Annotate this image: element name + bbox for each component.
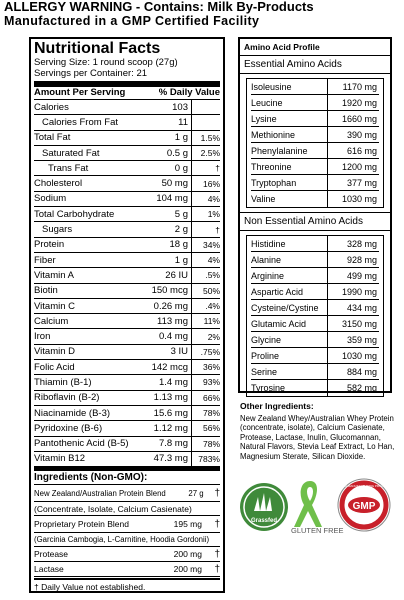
- gmp-label: GMP: [352, 501, 376, 512]
- nutrient-row: [34, 284, 220, 299]
- nutrient-daily-value: 2.5%: [200, 148, 220, 159]
- amino-acid-name: Isoleusine: [251, 81, 292, 92]
- amino-acid-name: Proline: [251, 350, 280, 361]
- nutrient-daily-value: .75%: [200, 346, 220, 357]
- amino-acid-panel: [238, 37, 392, 393]
- amino-acid-row: [251, 159, 379, 175]
- nutrition-facts-panel: [29, 37, 225, 593]
- nutrient-amount: 1 g: [144, 131, 192, 145]
- amino-acid-row: [251, 236, 379, 252]
- nutrient-row: [34, 192, 220, 207]
- nutrient-row: [34, 437, 220, 452]
- ingredients-title: Ingredients (Non-GMO):: [34, 471, 220, 485]
- nutrient-amount: 0.5 g: [144, 146, 192, 160]
- amino-acid-amount: 3150 mg: [327, 316, 379, 331]
- amino-acid-name: Phenylalanine: [251, 145, 308, 156]
- gmp-seal-icon: [338, 479, 390, 531]
- amino-acid-row: [251, 300, 379, 316]
- nutrient-name: Pantothenic Acid (B-5): [34, 438, 129, 450]
- servings-per-container: Servings per Container: 21: [34, 68, 148, 79]
- nutrient-row: [34, 391, 220, 406]
- nutrient-amount: 2 g: [144, 222, 192, 236]
- amino-acid-name: Leucine: [251, 97, 283, 108]
- nutrient-name: Calcium: [34, 315, 69, 327]
- nutrient-amount: 7.8 mg: [144, 437, 192, 451]
- amino-acid-amount: 390 mg: [327, 127, 379, 142]
- amino-acid-amount: 499 mg: [327, 268, 379, 283]
- nutrient-name: Protein: [34, 239, 65, 251]
- nutrient-name: Calories From Fat: [42, 116, 119, 128]
- amino-acid-name: Arginine: [251, 270, 285, 281]
- nutrient-row: [34, 314, 220, 329]
- nutrition-rows: [34, 100, 220, 467]
- nutrient-amount: 5 g: [144, 207, 192, 221]
- nonessential-list: [246, 235, 384, 397]
- nutrient-row: [34, 100, 220, 115]
- amino-acid-amount: 1920 mg: [327, 95, 379, 110]
- nutrient-name: Vitamin D: [34, 346, 76, 358]
- nutrient-daily-value: .4%: [205, 301, 220, 311]
- nutrient-amount: 113 mg: [144, 314, 192, 328]
- ingredient-row: [34, 516, 220, 533]
- nutrient-row: [34, 299, 220, 314]
- nutrient-row: [34, 421, 220, 436]
- nutrient-daily-value: 36%: [202, 362, 220, 373]
- nutrient-name: Calories: [34, 101, 69, 113]
- nutrient-name: Riboflavin (B-2): [34, 392, 100, 404]
- nutrient-name: Total Carbohydrate: [34, 208, 115, 220]
- amino-acid-amount: 1990 mg: [327, 284, 379, 299]
- grassfed-logo-icon: [240, 483, 288, 531]
- nutrient-row: [34, 115, 220, 130]
- nutrient-row: [34, 406, 220, 421]
- amino-acid-row: [251, 332, 379, 348]
- nutrient-amount: 0 g: [144, 161, 192, 175]
- amino-acid-name: Cysteine/Cystine: [251, 302, 319, 313]
- nutrient-name: Biotin: [34, 285, 58, 297]
- nutrient-name: Vitamin B12: [34, 453, 86, 465]
- nutrient-row: [34, 176, 220, 191]
- ingredient-dagger: †: [214, 518, 220, 530]
- amino-acid-name: Threonine: [251, 161, 292, 172]
- nutrient-daily-value: 50%: [202, 285, 220, 296]
- nutrient-amount: 47.3 mg: [144, 452, 192, 466]
- nutrient-daily-value: 11%: [203, 316, 220, 327]
- nutrient-amount: 0.4 mg: [144, 329, 192, 343]
- amino-acid-amount: 1200 mg: [327, 159, 379, 174]
- nutrient-name: Niacinamide (B-3): [34, 407, 111, 419]
- nutrient-daily-value: 93%: [202, 377, 220, 388]
- nutrition-header: [34, 87, 220, 100]
- nutrient-amount: 1.13 mg: [144, 391, 192, 405]
- essential-list: [246, 78, 384, 208]
- amino-acid-name: Glutamic Acid: [251, 318, 307, 329]
- nutrient-amount: 11: [144, 115, 192, 129]
- nutrient-row: [34, 268, 220, 283]
- amino-acid-name: Methionine: [251, 129, 296, 140]
- nutrient-amount: 150 mcg: [144, 284, 192, 298]
- nutrition-title: Nutritional Facts: [34, 40, 161, 57]
- ingredient-dagger: †: [214, 563, 220, 575]
- nutrient-name: Trans Fat: [48, 162, 89, 174]
- nutrient-name: Folic Acid: [34, 361, 75, 373]
- nutrient-amount: 1 g: [144, 253, 192, 267]
- nutrient-amount: 15.6 mg: [144, 406, 192, 420]
- nutrient-name: Total Fat: [34, 132, 71, 144]
- ingredient-amount: 200 mg: [173, 549, 202, 560]
- daily-value-label: % Daily Value: [158, 87, 220, 98]
- nutrient-row: [34, 345, 220, 360]
- gluten-free-label: GLUTEN FREE: [291, 526, 344, 535]
- ingredient-amount: 200 mg: [173, 564, 202, 575]
- other-ingredients: [240, 402, 396, 462]
- amino-acid-name: Glycine: [251, 334, 282, 345]
- nutrient-name: Thiamin (B-1): [34, 376, 92, 388]
- amino-acid-amount: 434 mg: [327, 300, 379, 315]
- nutrient-amount: 26 IU: [144, 268, 192, 282]
- amino-acid-row: [251, 284, 379, 300]
- nutrient-row: [34, 131, 220, 146]
- nutrient-daily-value: 2%: [207, 331, 220, 342]
- amino-acid-name: Tyrosine: [251, 383, 286, 393]
- nutrient-name: Fiber: [34, 254, 56, 266]
- nutrient-daily-value: 4%: [207, 193, 220, 204]
- gluten-free-ribbon-icon: [294, 481, 322, 527]
- nutrient-name: Pyridoxine (B-6): [34, 422, 103, 434]
- amino-acid-row: [251, 268, 379, 284]
- ingredient-amount: 27 g: [188, 488, 204, 498]
- nutrient-amount: 3 IU: [144, 345, 192, 359]
- nutrient-amount: 104 mg: [144, 192, 192, 206]
- nutrient-name: Vitamin A: [34, 269, 74, 281]
- nutrient-row: [34, 161, 220, 176]
- nutrient-name: Cholesterol: [34, 178, 83, 190]
- nutrient-amount: 50 mg: [144, 176, 192, 190]
- nutrient-amount: 1.12 mg: [144, 421, 192, 435]
- amino-acid-amount: 1170 mg: [327, 79, 379, 94]
- grassfed-label: Grassfed: [250, 518, 278, 524]
- nutrient-row: [34, 329, 220, 344]
- nutrient-daily-value: 56%: [202, 423, 220, 434]
- amino-acid-amount: 359 mg: [327, 332, 379, 347]
- amino-acid-amount: 884 mg: [327, 364, 379, 379]
- ingredient-name: Proprietary Protein Blend: [34, 519, 129, 530]
- nutrient-row: [34, 360, 220, 375]
- amino-acid-name: Alanine: [251, 254, 282, 265]
- nutrient-daily-value: 78%: [202, 438, 220, 449]
- amino-acid-amount: 582 mg: [327, 380, 379, 396]
- nutrient-name: Saturated Fat: [42, 147, 100, 159]
- nutrient-name: Vitamin C: [34, 300, 76, 312]
- allergy-line: ALLERGY WARNING - Contains: Milk By-Products: [4, 0, 314, 14]
- footnote: † Daily Value not established.: [34, 578, 220, 593]
- nutrient-name: Sodium: [34, 193, 67, 205]
- amino-acid-name: Lysine: [251, 113, 277, 124]
- amino-acid-amount: 377 mg: [327, 175, 379, 190]
- nutrient-name: Sugars: [42, 224, 73, 236]
- amino-acid-row: [251, 316, 379, 332]
- nutrient-daily-value: †: [215, 163, 220, 174]
- amino-acid-row: [251, 364, 379, 380]
- ingredient-name: Lactase: [34, 564, 64, 575]
- nutrient-daily-value: 78%: [202, 408, 220, 419]
- amino-acid-amount: 928 mg: [327, 252, 379, 267]
- other-ingredients-text: New Zealand Whey/Australian Whey Protein (concentrate, isolate), Calcium Casienate, Protease, Lactase, Inulin, Glucomannan, Natural Flavors, Stevia Leaf Extract, Lo Han, Magnesium Sterate, Silican Dioxide.: [240, 413, 395, 461]
- amino-acid-row: [251, 348, 379, 364]
- ingredient-row: [34, 547, 220, 562]
- amino-acid-name: Valine: [251, 194, 276, 204]
- ingredient-name: (Concentrate, Isolate, Calcium Casienate): [34, 503, 192, 514]
- nutrient-amount: 142 mcg: [144, 360, 192, 374]
- amino-acid-row: [251, 111, 379, 127]
- nutrient-row: [34, 222, 220, 237]
- amino-acid-amount: 616 mg: [327, 143, 379, 158]
- nutrient-daily-value: †: [215, 224, 220, 235]
- gmp-ring-text: GOOD MANUFACTURING PRACTICE: [337, 484, 391, 488]
- ingredient-name: New Zealand/Australian Protein Blend: [34, 488, 166, 498]
- nutrient-amount: 103: [144, 100, 192, 114]
- amino-acid-row: [251, 79, 379, 95]
- ingredient-name: Protease: [34, 549, 69, 560]
- ingredient-row: [34, 533, 220, 547]
- nutrient-daily-value: 66%: [202, 392, 220, 403]
- nutrient-daily-value: 1%: [207, 209, 220, 220]
- nutrient-row: [34, 238, 220, 253]
- amino-acid-amount: 1030 mg: [327, 191, 379, 207]
- amino-acid-amount: 328 mg: [327, 236, 379, 251]
- amino-acid-name: Tryptophan: [251, 177, 297, 188]
- nutrient-daily-value: .5%: [205, 270, 220, 281]
- ingredient-rows: [34, 485, 220, 577]
- nutrient-row: [34, 207, 220, 222]
- ingredient-row: [34, 502, 220, 516]
- amino-acid-row: [251, 252, 379, 268]
- ingredient-name: (Garcinia Cambogia, L-Carnitine, Hoodia Gordonii): [34, 535, 210, 545]
- nutrient-row: [34, 375, 220, 390]
- allergy-warning: [4, 0, 400, 28]
- amino-acid-row: [251, 191, 379, 207]
- amino-acid-row: [251, 95, 379, 111]
- serving-size: Serving Size: 1 round scoop (27g): [34, 57, 178, 68]
- gmp-line: Manufactured in a GMP Certified Facility: [4, 14, 260, 28]
- nutrient-row: [34, 253, 220, 268]
- amino-acid-row: [251, 143, 379, 159]
- nutrient-row: [34, 452, 220, 467]
- amino-acid-row: [251, 127, 379, 143]
- essential-title: Essential Amino Acids: [240, 56, 390, 74]
- ingredient-row: [34, 562, 220, 577]
- amount-per-serving-label: Amount Per Serving: [34, 87, 126, 98]
- amino-acid-amount: 1030 mg: [327, 348, 379, 363]
- nutrient-name: Iron: [34, 331, 51, 343]
- amino-acid-name: Histidine: [251, 238, 286, 249]
- nutrient-row: [34, 146, 220, 161]
- nutrient-daily-value: 4%: [207, 255, 220, 266]
- ingredient-dagger: †: [214, 548, 220, 560]
- amino-acid-row: [251, 380, 379, 396]
- amino-acid-row: [251, 175, 379, 191]
- nutrient-daily-value: 1.5%: [200, 132, 220, 143]
- nutrient-amount: 0.26 mg: [144, 299, 192, 313]
- amino-title: Amino Acid Profile: [240, 39, 390, 56]
- nonessential-title: Non Essential Amino Acids: [240, 212, 390, 231]
- nutrient-daily-value: 34%: [202, 239, 220, 250]
- ingredient-row: [34, 485, 220, 502]
- ingredient-dagger: †: [214, 487, 220, 499]
- other-ingredients-title: Other Ingredients:: [240, 401, 314, 411]
- amino-acid-amount: 1660 mg: [327, 111, 379, 126]
- nutrient-daily-value: 783%: [198, 453, 220, 464]
- nutrient-amount: 18 g: [144, 238, 192, 252]
- nutrient-amount: 1.4 mg: [144, 375, 192, 389]
- nutrient-daily-value: 16%: [202, 178, 220, 189]
- amino-acid-name: Serine: [251, 366, 278, 377]
- ingredient-amount: 195 mg: [173, 519, 202, 530]
- amino-acid-name: Aspartic Acid: [251, 286, 304, 297]
